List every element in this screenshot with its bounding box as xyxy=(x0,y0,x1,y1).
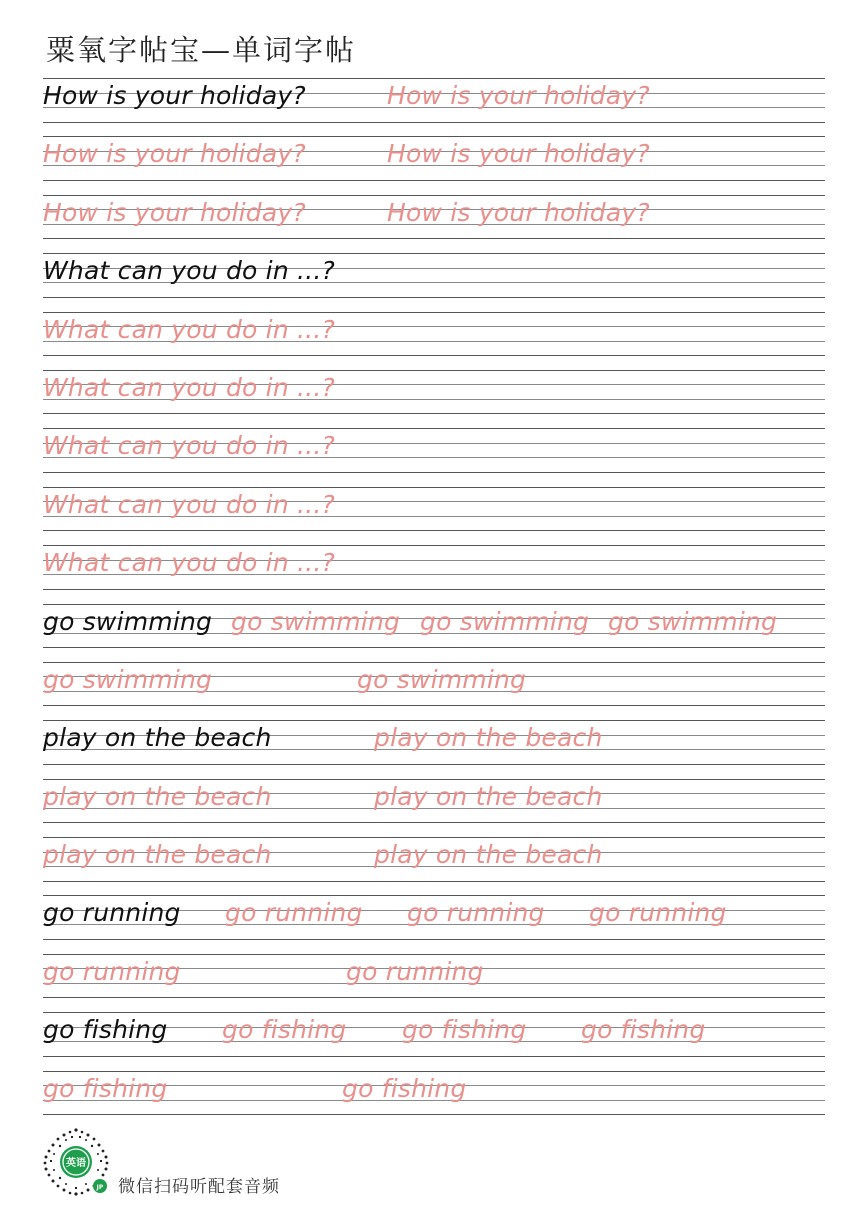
writing-row xyxy=(43,712,825,770)
guide-line xyxy=(43,647,825,648)
guide-line xyxy=(43,1071,825,1072)
qr-code-icon[interactable] xyxy=(40,1126,112,1198)
trace-text: go swimming xyxy=(357,664,527,694)
trace-text: go swimming xyxy=(420,606,590,636)
model-text: go fishing xyxy=(43,1015,168,1045)
trace-text: go running xyxy=(43,956,181,986)
guide-line xyxy=(43,355,825,356)
qr-caption: 微信扫码听配套音频 xyxy=(118,1177,280,1197)
guide-line xyxy=(43,837,825,838)
guide-line xyxy=(43,297,825,298)
guide-line xyxy=(43,180,825,181)
guide-line xyxy=(43,764,825,765)
guide-line xyxy=(43,997,825,998)
guide-line xyxy=(43,78,825,79)
guide-line xyxy=(43,604,825,605)
guide-line xyxy=(43,545,825,546)
guide-line xyxy=(43,413,825,414)
trace-text: How is your holiday? xyxy=(43,197,306,227)
guide-line xyxy=(43,195,825,196)
trace-text: play on the beach xyxy=(43,781,272,811)
trace-text: go swimming xyxy=(231,606,401,636)
writing-row xyxy=(43,304,825,362)
trace-text: How is your holiday? xyxy=(387,139,650,169)
model-text: go running xyxy=(43,898,181,928)
writing-row xyxy=(43,420,825,478)
writing-row xyxy=(43,887,825,945)
writing-row xyxy=(43,245,825,303)
guide-line xyxy=(43,954,825,955)
writing-row xyxy=(43,362,825,420)
trace-text: go fishing xyxy=(342,1073,467,1103)
writing-row xyxy=(43,829,825,887)
writing-row xyxy=(43,946,825,1004)
trace-text: What can you do in ...? xyxy=(43,548,335,578)
guide-line xyxy=(43,881,825,882)
trace-text: go fishing xyxy=(222,1015,347,1045)
writing-row xyxy=(43,187,825,245)
page-title: 粟氧字帖宝—单词字帖 xyxy=(46,33,357,67)
trace-text: go running xyxy=(407,898,545,928)
guide-line xyxy=(43,662,825,663)
writing-row xyxy=(43,479,825,537)
guide-line xyxy=(43,122,825,123)
guide-line xyxy=(43,487,825,488)
qr-corner-label: JP xyxy=(96,1184,104,1191)
writing-row xyxy=(43,70,825,128)
writing-sheet xyxy=(43,70,825,1121)
guide-line xyxy=(43,1114,825,1115)
trace-text: play on the beach xyxy=(43,840,272,870)
guide-line xyxy=(43,253,825,254)
qr-badge-label: 英语 xyxy=(66,1158,86,1169)
writing-row xyxy=(43,654,825,712)
guide-line xyxy=(43,939,825,940)
trace-text: play on the beach xyxy=(374,840,603,870)
trace-text: How is your holiday? xyxy=(387,197,650,227)
trace-text: go fishing xyxy=(581,1015,706,1045)
writing-row xyxy=(43,771,825,829)
writing-row xyxy=(43,1063,825,1121)
writing-row xyxy=(43,1004,825,1062)
guide-line xyxy=(43,428,825,429)
guide-line xyxy=(43,779,825,780)
trace-text: go running xyxy=(346,956,484,986)
guide-line xyxy=(43,312,825,313)
guide-line xyxy=(43,720,825,721)
guide-line xyxy=(43,136,825,137)
guide-line xyxy=(43,472,825,473)
guide-line xyxy=(43,238,825,239)
trace-text: go running xyxy=(589,898,727,928)
trace-text: go swimming xyxy=(43,664,213,694)
model-text: go swimming xyxy=(43,606,213,636)
guide-line xyxy=(43,530,825,531)
trace-text: play on the beach xyxy=(374,781,603,811)
guide-line xyxy=(43,589,825,590)
trace-text: What can you do in ...? xyxy=(43,431,335,461)
guide-line xyxy=(43,705,825,706)
guide-line xyxy=(43,1056,825,1057)
guide-line xyxy=(43,370,825,371)
model-text: How is your holiday? xyxy=(43,81,306,110)
model-text: play on the beach xyxy=(43,723,272,753)
trace-text: play on the beach xyxy=(374,723,603,753)
writing-row xyxy=(43,537,825,595)
writing-row xyxy=(43,596,825,654)
guide-line xyxy=(43,1012,825,1013)
trace-text: go fishing xyxy=(402,1015,527,1045)
trace-text: How is your holiday? xyxy=(43,139,306,169)
trace-text: How is your holiday? xyxy=(387,81,650,110)
guide-line xyxy=(43,895,825,896)
trace-text: What can you do in ...? xyxy=(43,372,335,402)
trace-text: go fishing xyxy=(43,1073,168,1103)
trace-text: What can you do in ...? xyxy=(43,489,335,519)
writing-row xyxy=(43,128,825,186)
model-text: What can you do in ...? xyxy=(43,256,335,286)
guide-line xyxy=(43,822,825,823)
trace-text: go swimming xyxy=(608,606,778,636)
trace-text: go running xyxy=(225,898,363,928)
trace-text: What can you do in ...? xyxy=(43,314,335,344)
